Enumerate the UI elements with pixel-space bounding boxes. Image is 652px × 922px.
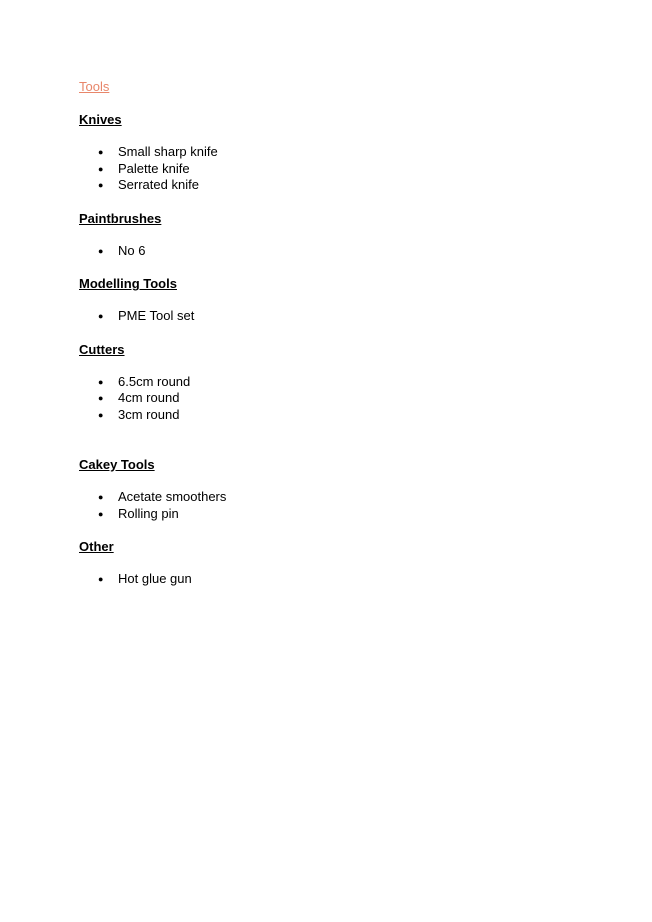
bullet-icon: ●	[98, 574, 104, 584]
section-heading-cakey-tools: Cakey Tools	[79, 457, 155, 472]
section-heading-other: Other	[79, 539, 114, 554]
list-item-label: Serrated knife	[118, 177, 199, 192]
section-heading-knives: Knives	[79, 112, 122, 127]
list-cakey-tools	[79, 489, 579, 522]
list-item-label: Acetate smoothers	[118, 489, 227, 504]
bullet-icon: ●	[98, 163, 104, 174]
bullet-icon: ●	[98, 492, 104, 502]
list-item-label: PME Tool set	[118, 308, 195, 323]
list-item-label: Rolling pin	[118, 505, 179, 521]
list-cutters	[79, 374, 579, 424]
list-item	[79, 374, 579, 391]
list-item-label: No 6	[118, 242, 146, 258]
bullet-icon: ●	[98, 147, 104, 157]
list-item-label: Hot glue gun	[118, 571, 192, 586]
list-paintbrushes	[79, 243, 579, 260]
page-title: Tools	[79, 79, 110, 94]
list-item-label: 3cm round	[118, 406, 180, 422]
bullet-icon: ●	[98, 376, 104, 387]
blank-line	[79, 439, 579, 456]
list-item-label: Small sharp knife	[118, 144, 218, 159]
bullet-icon: ●	[98, 311, 104, 321]
list-item	[79, 243, 579, 260]
bullet-icon: ●	[98, 393, 104, 403]
list-item	[79, 161, 579, 178]
list-item	[79, 177, 579, 194]
list-item	[79, 144, 579, 161]
list-item	[79, 506, 579, 523]
document-body	[79, 78, 579, 604]
list-item-label: 6.5cm round	[118, 373, 191, 389]
bullet-icon: ●	[98, 508, 104, 519]
list-item	[79, 489, 579, 506]
section-heading-paintbrushes: Paintbrushes	[79, 210, 162, 226]
list-item	[79, 390, 579, 407]
bullet-icon: ●	[98, 180, 104, 190]
bullet-icon: ●	[98, 245, 104, 256]
section-heading-modelling-tools: Modelling Tools	[79, 276, 177, 291]
section-heading-cutters: Cutters	[79, 341, 125, 357]
list-item	[79, 407, 579, 424]
list-knives	[79, 144, 579, 194]
list-item	[79, 571, 579, 588]
list-item-label: Palette knife	[118, 160, 190, 176]
list-item-label: 4cm round	[118, 390, 180, 405]
list-other	[79, 571, 579, 588]
list-item	[79, 308, 579, 325]
bullet-icon: ●	[98, 409, 104, 420]
list-modelling-tools	[79, 308, 579, 325]
